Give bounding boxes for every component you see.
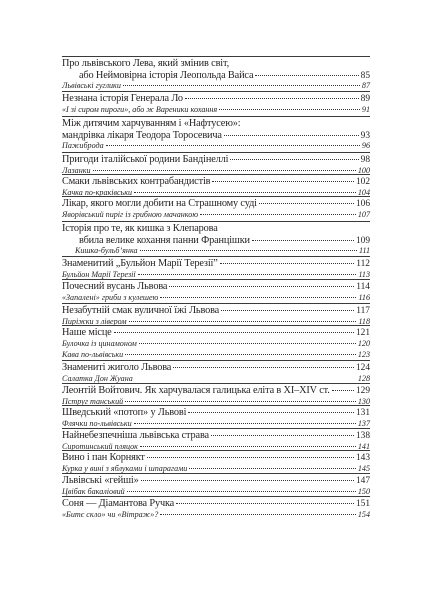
toc-recipe-line [62, 81, 370, 90]
page-number: 85 [360, 70, 370, 81]
page-number: 109 [355, 235, 370, 246]
toc-recipe-line [62, 246, 370, 255]
toc-title-line [62, 475, 370, 486]
page-number: 93 [360, 130, 370, 141]
toc-title-line [62, 176, 370, 187]
page-number: 121 [355, 328, 370, 338]
chapter-title: Історія про те, як кишка з Клепарова [62, 223, 218, 234]
dot-leader [252, 240, 354, 241]
toc-title-line [62, 362, 370, 373]
page-number: 100 [357, 165, 370, 175]
toc-title-line [62, 281, 370, 292]
chapter-title: Шведський «потоп» у Львові [62, 407, 187, 418]
toc-title-line [62, 154, 370, 165]
page-number: 154 [357, 509, 370, 519]
chapter-title: мандрівка лікаря Теодора Торосевича [62, 129, 222, 141]
recipe-title: «І зі сиром пироги», або ж Вареники кохання [62, 104, 218, 114]
chapter-title: Смаки львівських контрабандистів [62, 176, 211, 187]
chapter-title: Почесний вусань Львова [62, 281, 168, 292]
page-number: 111 [359, 246, 370, 255]
dot-leader [129, 321, 357, 322]
page-number: 106 [355, 199, 370, 209]
recipe-title: Курка у вині з яблуками і шпарагами [62, 463, 188, 473]
recipe-title: Салатка Дон Жуана [62, 373, 133, 383]
toc-recipe-line [62, 374, 370, 383]
recipe-title: Яворівський пиріг із грибною мачанкою [62, 209, 199, 219]
dot-leader [221, 310, 354, 311]
dot-leader [134, 423, 356, 424]
toc-entry[interactable] [62, 383, 370, 406]
recipe-title: Пажиброда [62, 141, 104, 150]
toc-entry[interactable] [62, 174, 370, 197]
toc-title-line [62, 93, 370, 104]
dot-leader [189, 468, 356, 469]
dot-leader [125, 401, 356, 402]
toc-title-line [62, 70, 370, 81]
chapter-title: Знаменитий „Бульйон Марії Терезії” [62, 258, 218, 269]
page-number: 98 [360, 155, 370, 165]
toc-entry[interactable] [62, 91, 370, 114]
dot-leader [140, 250, 357, 251]
toc-title-line [62, 223, 370, 234]
toc-recipe-line [62, 141, 370, 150]
toc-entry[interactable] [62, 56, 370, 90]
dot-leader [230, 159, 358, 160]
toc-title-line [62, 385, 370, 396]
dot-leader [93, 170, 356, 171]
toc-title-line [62, 118, 370, 129]
dot-leader [255, 75, 358, 76]
page-number: 129 [355, 386, 370, 396]
chapter-title: Львівські «гейші» [62, 475, 139, 486]
toc-entry[interactable] [62, 256, 370, 279]
page-number: 150 [357, 486, 370, 496]
toc-recipe-line [62, 210, 370, 219]
recipe-title: Львівські гуглики [62, 81, 121, 90]
toc-title-line [62, 258, 370, 269]
recipe-title: Цвібак бакаліовий [62, 486, 125, 496]
page-number: 128 [357, 373, 370, 383]
toc-entry[interactable] [62, 496, 370, 519]
dot-leader [139, 343, 356, 344]
recipe-title: Флячки по-львівськи [62, 418, 132, 428]
dot-leader [219, 109, 360, 110]
toc-title-line [62, 58, 370, 69]
dot-leader [123, 85, 360, 86]
dot-leader [125, 354, 356, 355]
toc-entry[interactable] [62, 152, 370, 175]
chapter-title: Незнана історія Генерала Ло [62, 93, 183, 104]
chapter-title: Вино і пан Корнякт [62, 452, 145, 463]
page-number: 147 [355, 476, 370, 486]
recipe-title: Кишка-бульбʼянка [75, 246, 138, 255]
page-number: 116 [358, 292, 370, 302]
toc-entry[interactable] [62, 116, 370, 150]
chapter-title: Знамениті жиголо Львова [62, 362, 172, 373]
page-number: 145 [357, 463, 370, 473]
page-number: 89 [360, 94, 370, 104]
toc-entry[interactable] [62, 450, 370, 473]
page-number: 107 [357, 209, 370, 219]
page-number: 124 [355, 363, 370, 373]
toc-recipe-line [62, 419, 370, 428]
page-number: 87 [361, 81, 370, 90]
toc-title-line [62, 452, 370, 463]
page-number: 104 [357, 187, 370, 197]
dot-leader [188, 412, 354, 413]
recipe-title: Кава по-львівськи [62, 349, 124, 359]
toc-title-line [62, 198, 370, 209]
toc-entry[interactable] [62, 196, 370, 219]
toc-entry[interactable] [62, 360, 370, 383]
chapter-title: Незабутній смак вуличної їжі Львова [62, 305, 220, 316]
page-number: 102 [355, 177, 370, 187]
chapter-title: Наше місце [62, 327, 112, 338]
recipe-title: Сиротинський пляцок [62, 441, 138, 451]
dot-leader [259, 203, 354, 204]
dot-leader [134, 192, 356, 193]
toc-title-line [62, 407, 370, 418]
dot-leader [127, 491, 356, 492]
page-number: 96 [361, 141, 370, 150]
chapter-title: Пригоди італійської родини Бандінеллі [62, 154, 229, 165]
dot-leader [169, 286, 354, 287]
dot-leader [173, 367, 354, 368]
dot-leader [185, 98, 359, 99]
recipe-title: Качка по-краківськи [62, 187, 133, 197]
toc-entry[interactable] [62, 303, 370, 326]
dot-leader [106, 145, 360, 146]
dot-leader [220, 263, 355, 264]
recipe-title: Лазанки [62, 165, 91, 175]
toc-entry[interactable] [62, 221, 370, 255]
page-number: 118 [358, 316, 370, 326]
page-number: 91 [361, 104, 370, 114]
page-number: 141 [357, 441, 370, 451]
recipe-title: Пиріжки з лівером [62, 316, 127, 326]
recipe-title: «Запалені» гриби з кулешею [62, 292, 159, 302]
toc-entry[interactable] [62, 405, 370, 428]
page-number: 151 [355, 499, 370, 509]
toc-title-line [62, 498, 370, 509]
toc-title-line [62, 327, 370, 338]
dot-leader [160, 514, 356, 515]
toc-recipe-line [62, 293, 370, 302]
toc-entry[interactable] [62, 428, 370, 451]
chapter-title: вбила велике кохання панни Францішки [79, 234, 250, 246]
toc-recipe-line [62, 487, 370, 496]
page-number: 138 [355, 431, 370, 441]
dot-leader [224, 135, 359, 136]
dot-leader [211, 435, 354, 436]
dot-leader [200, 214, 356, 215]
page-number: 143 [355, 453, 370, 463]
toc-recipe-line [62, 270, 370, 279]
toc-title-line [62, 430, 370, 441]
chapter-title: Між дитячим харчуванням і «Нафтусею»: [62, 118, 241, 129]
toc-recipe-line [62, 510, 370, 519]
toc-title-line [62, 235, 370, 246]
dot-leader [141, 480, 354, 481]
dot-leader [147, 457, 354, 458]
toc-recipe-line [62, 105, 370, 114]
dot-leader [140, 446, 356, 447]
recipe-title: Пструг танський [62, 396, 124, 406]
chapter-title: Про львівського Лева, який змінив світ, [62, 58, 230, 69]
page-number: 131 [355, 408, 370, 418]
page-number: 113 [358, 269, 370, 279]
dot-leader [176, 503, 354, 504]
toc-recipe-line [62, 339, 370, 348]
page-number: 123 [357, 349, 370, 359]
chapter-title: або Неймовірна історія Леопольда Вайса [79, 69, 254, 81]
toc-entry[interactable] [62, 325, 370, 359]
page-number: 130 [357, 396, 370, 406]
page-number: 137 [357, 418, 370, 428]
page-number: 112 [356, 259, 370, 269]
toc-entry[interactable] [62, 279, 370, 302]
chapter-title: Лікар, якого могли добити на Страшному суді [62, 198, 257, 209]
page-number: 114 [356, 282, 370, 292]
toc-recipe-line [62, 464, 370, 473]
chapter-title: Соня — Діамантова Ручка [62, 498, 175, 509]
toc-recipe-line [62, 350, 370, 359]
toc-entry[interactable] [62, 473, 370, 496]
page-number: 120 [357, 338, 370, 348]
chapter-title: Найнебезпечніша львівська страва [62, 430, 209, 441]
page-number: 117 [356, 306, 370, 316]
dot-leader [332, 390, 354, 391]
dot-leader [114, 332, 354, 333]
chapter-title: Леонтій Войтович. Як харчувалася галицька еліта в XI–XIV ст. [62, 385, 330, 396]
recipe-title: «Битє скло» чи «Вітраж»? [62, 509, 159, 519]
toc-title-line [62, 305, 370, 316]
dot-leader [160, 297, 356, 298]
dot-leader [138, 274, 357, 275]
recipe-title: Бульйон Марії Терезії [62, 269, 136, 279]
recipe-title: Булочка із цинамоном [62, 338, 137, 348]
toc-title-line [62, 130, 370, 141]
dot-leader [212, 181, 354, 182]
